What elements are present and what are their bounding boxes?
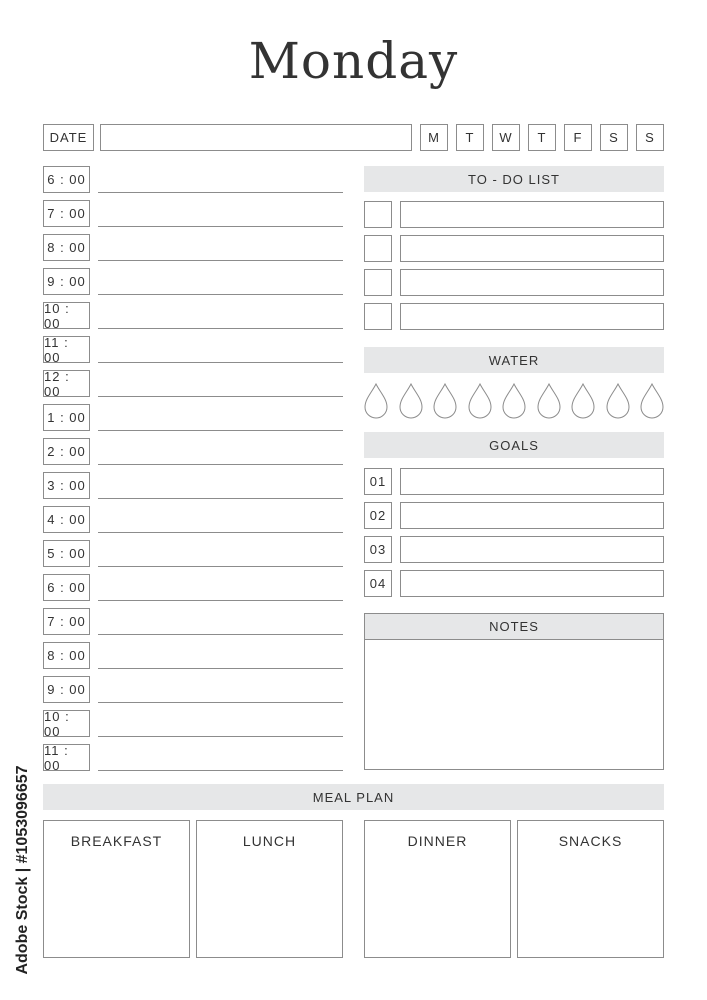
weekday-box[interactable]: T — [456, 124, 484, 151]
water-drop-icon[interactable] — [606, 383, 630, 419]
hour-label: 9 : 00 — [43, 676, 90, 703]
schedule-line[interactable] — [98, 328, 343, 329]
meal-title: DINNER — [407, 833, 468, 849]
schedule-line[interactable] — [98, 294, 343, 295]
schedule-line[interactable] — [98, 430, 343, 431]
schedule-line[interactable] — [98, 362, 343, 363]
schedule-line[interactable] — [98, 396, 343, 397]
hour-label: 6 : 00 — [43, 166, 90, 193]
goal-field[interactable] — [400, 570, 664, 597]
hour-label: 4 : 00 — [43, 506, 90, 533]
schedule-line[interactable] — [98, 260, 343, 261]
todo-field[interactable] — [400, 235, 664, 262]
meal-box[interactable] — [517, 820, 664, 958]
weekday-box[interactable]: F — [564, 124, 592, 151]
meal-box[interactable] — [196, 820, 343, 958]
water-drop-icon[interactable] — [502, 383, 526, 419]
meal-box[interactable] — [364, 820, 511, 958]
hour-label: 5 : 00 — [43, 540, 90, 567]
goal-field[interactable] — [400, 468, 664, 495]
water-drop-icon[interactable] — [433, 383, 457, 419]
goal-number: 04 — [364, 570, 392, 597]
hour-label: 3 : 00 — [43, 472, 90, 499]
meal-title: LUNCH — [242, 833, 297, 849]
schedule-line[interactable] — [98, 226, 343, 227]
weekday-box[interactable]: M — [420, 124, 448, 151]
hour-label: 8 : 00 — [43, 234, 90, 261]
todo-checkbox[interactable] — [364, 201, 392, 228]
hour-label: 2 : 00 — [43, 438, 90, 465]
todo-checkbox[interactable] — [364, 235, 392, 262]
meal-plan-header: MEAL PLAN — [43, 784, 664, 810]
meal-title: SNACKS — [558, 833, 623, 849]
schedule-line[interactable] — [98, 702, 343, 703]
water-drop-icon[interactable] — [640, 383, 664, 419]
weekday-box[interactable]: S — [636, 124, 664, 151]
hour-label: 11 : 00 — [43, 744, 90, 771]
hour-label: 1 : 00 — [43, 404, 90, 431]
notes-header: NOTES — [365, 614, 663, 640]
schedule-line[interactable] — [98, 498, 343, 499]
notes-panel[interactable] — [364, 613, 664, 770]
date-label: DATE — [43, 124, 94, 151]
water-drop-icon[interactable] — [571, 383, 595, 419]
schedule-line[interactable] — [98, 770, 343, 771]
todo-field[interactable] — [400, 303, 664, 330]
water-header: WATER — [364, 347, 664, 373]
todo-header: TO - DO LIST — [364, 166, 664, 192]
hour-label: 10 : 00 — [43, 302, 90, 329]
goal-field[interactable] — [400, 536, 664, 563]
meal-title: BREAKFAST — [70, 833, 163, 849]
schedule-line[interactable] — [98, 736, 343, 737]
schedule-line[interactable] — [98, 532, 343, 533]
todo-checkbox[interactable] — [364, 269, 392, 296]
date-field[interactable] — [100, 124, 412, 151]
goal-number: 01 — [364, 468, 392, 495]
goal-number: 02 — [364, 502, 392, 529]
watermark-text: Adobe Stock | #1053096657 — [14, 764, 31, 975]
goal-field[interactable] — [400, 502, 664, 529]
schedule-line[interactable] — [98, 600, 343, 601]
stock-watermark — [12, 752, 34, 987]
schedule-line[interactable] — [98, 192, 343, 193]
hour-label: 9 : 00 — [43, 268, 90, 295]
hour-label: 6 : 00 — [43, 574, 90, 601]
water-drop-icon[interactable] — [468, 383, 492, 419]
hour-label: 7 : 00 — [43, 200, 90, 227]
schedule-line[interactable] — [98, 634, 343, 635]
goal-number: 03 — [364, 536, 392, 563]
page-title: Monday — [248, 32, 459, 90]
hour-label: 7 : 00 — [43, 608, 90, 635]
meal-box[interactable] — [43, 820, 190, 958]
weekday-box[interactable]: S — [600, 124, 628, 151]
weekday-box[interactable]: T — [528, 124, 556, 151]
schedule-line[interactable] — [98, 566, 343, 567]
goals-header: GOALS — [364, 432, 664, 458]
hour-label: 12 : 00 — [43, 370, 90, 397]
weekday-box[interactable]: W — [492, 124, 520, 151]
water-drop-icon[interactable] — [364, 383, 388, 419]
todo-field[interactable] — [400, 201, 664, 228]
schedule-line[interactable] — [98, 668, 343, 669]
schedule-line[interactable] — [98, 464, 343, 465]
hour-label: 11 : 00 — [43, 336, 90, 363]
hour-label: 10 : 00 — [43, 710, 90, 737]
water-drop-icon[interactable] — [537, 383, 561, 419]
hour-label: 8 : 00 — [43, 642, 90, 669]
todo-checkbox[interactable] — [364, 303, 392, 330]
water-drop-icon[interactable] — [399, 383, 423, 419]
todo-field[interactable] — [400, 269, 664, 296]
